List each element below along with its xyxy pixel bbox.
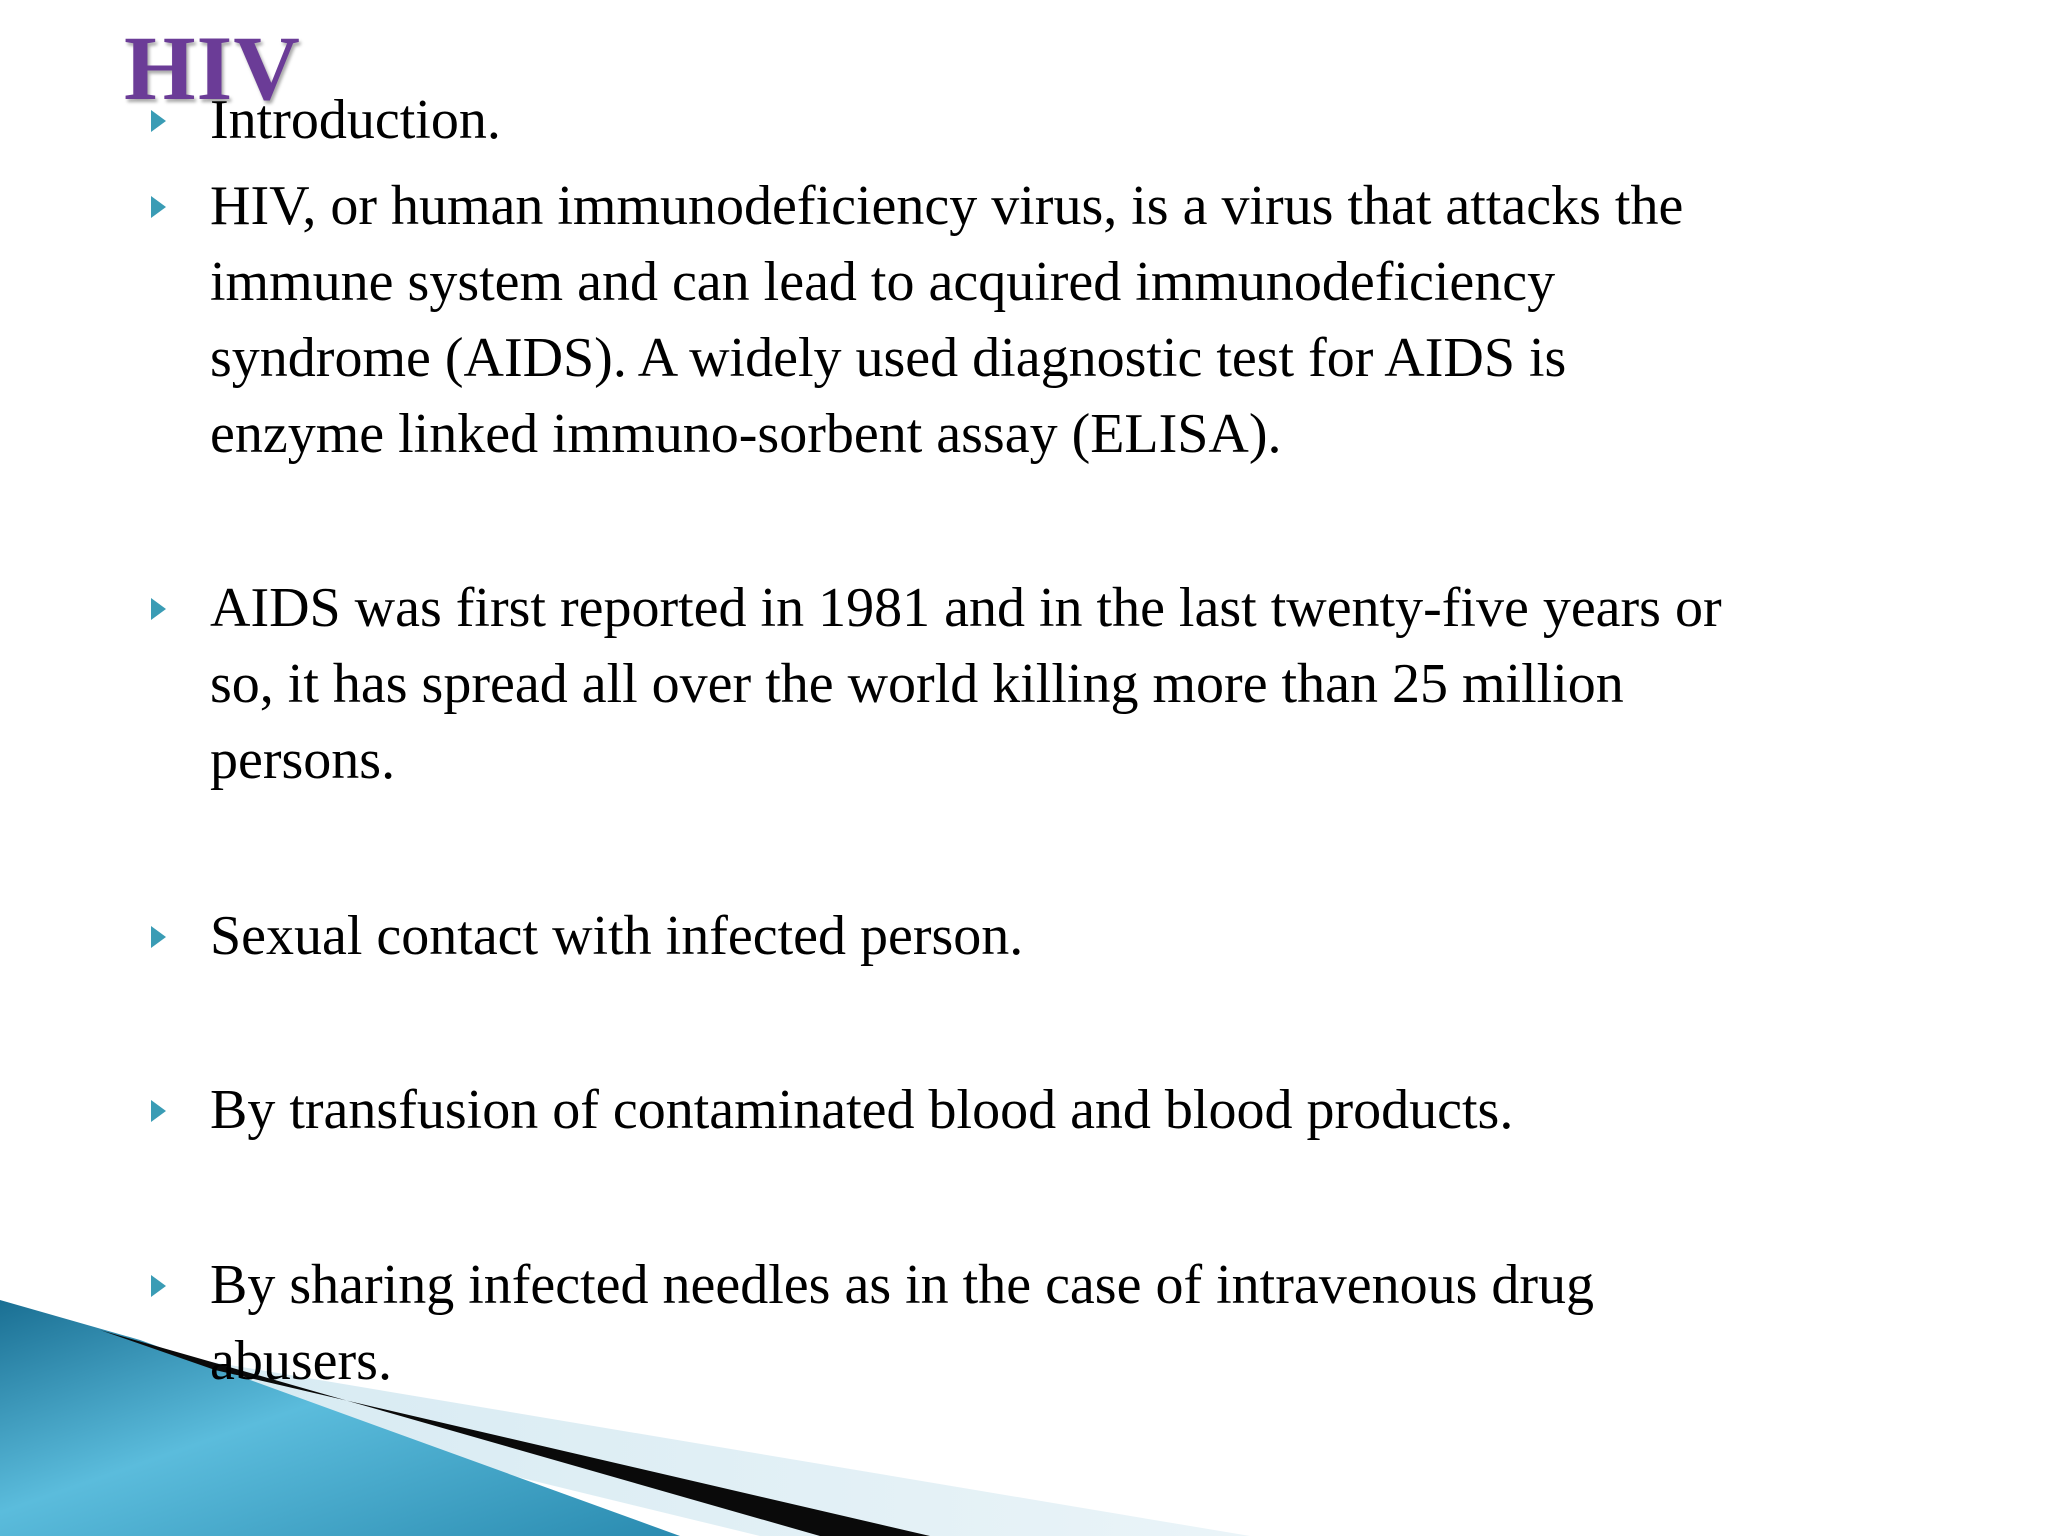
slide-title: HIV [124,17,301,119]
triangle-bullet-icon [151,196,166,218]
bullet-text: HIV, or human immunodeficiency virus, is a virus that attacks the immune system and can lead to acquired immunodeficiency syndrome (AIDS). A widely used diagnostic test for AIDS is enzyme linked immuno-sorbent assay (ELISA). [210,175,1684,465]
triangle-bullet-icon [151,1100,166,1122]
bullet-text: By transfusion of contaminated blood and blood products. [210,1079,1514,1141]
triangle-bullet-icon [151,110,166,132]
bullet-item [151,898,1951,974]
bullet-text: Sexual contact with infected person. [210,905,1024,967]
bullet-item [151,1247,1951,1399]
triangle-bullet-icon [151,1275,166,1297]
triangle-bullet-icon [151,598,166,620]
bullet-item [151,1072,1951,1148]
bullet-text: By sharing infected needles as in the case of intravenous drug abusers. [210,1254,1595,1392]
bullet-item [151,168,1951,472]
bullet-item [151,570,1951,798]
bullet-item [151,82,1951,158]
bullet-text: AIDS was first reported in 1981 and in the last twenty-five years or so, it has spread all over the world killing more than 25 million persons. [210,577,1722,791]
triangle-bullet-icon [151,926,166,948]
bullet-text: Introduction. [210,89,501,151]
